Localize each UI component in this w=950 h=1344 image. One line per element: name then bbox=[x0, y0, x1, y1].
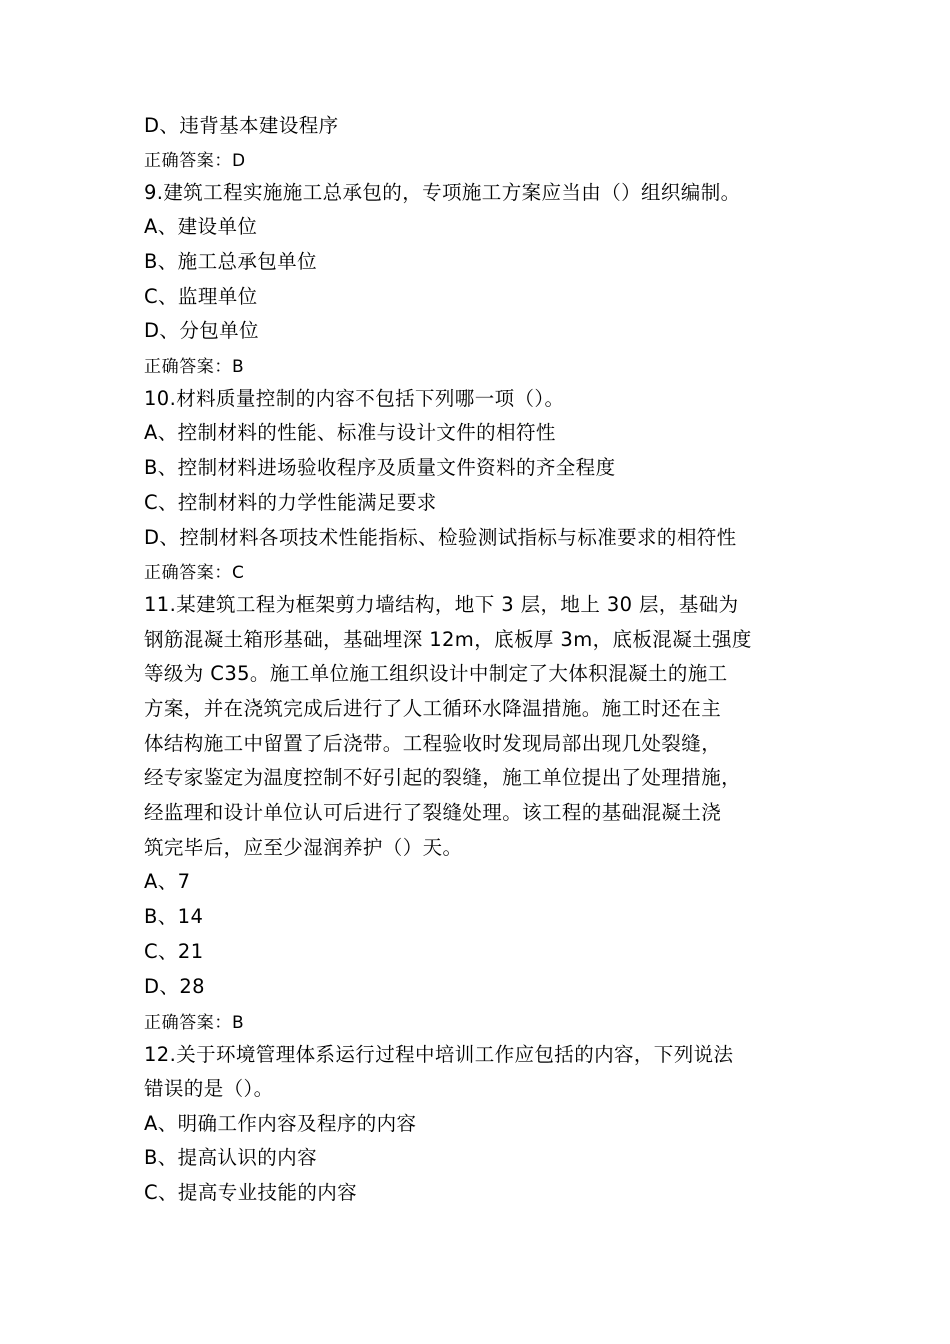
option-b-q12: B、提高认识的内容 bbox=[144, 1146, 317, 1169]
option-d-q9: D、分包单位 bbox=[144, 319, 259, 342]
question-11-line-7: 经监理和设计单位认可后进行了裂缝处理。该工程的基础混凝土浇 bbox=[144, 801, 722, 824]
option-b-q11: B、14 bbox=[144, 905, 204, 928]
option-a-q10: A、控制材料的性能、标准与设计文件的相符性 bbox=[144, 421, 556, 444]
question-11-line-2: 钢筋混凝土箱形基础，基础埋深 12m，底板厚 3m，底板混凝土强度 bbox=[144, 628, 752, 651]
question-11-line-8: 筑完毕后，应至少湿润养护（）天。 bbox=[144, 836, 463, 859]
option-c-q12: C、提高专业技能的内容 bbox=[144, 1181, 358, 1204]
question-11-line-6: 经专家鉴定为温度控制不好引起的裂缝，施工单位提出了处理措施， bbox=[144, 766, 742, 789]
option-a-q9: A、建设单位 bbox=[144, 215, 258, 238]
question-12-line-1: 12.关于环境管理体系运行过程中培训工作应包括的内容，下列说法 bbox=[144, 1043, 734, 1066]
option-c-q11: C、21 bbox=[144, 940, 204, 963]
question-11-line-1: 11.某建筑工程为框架剪力墙结构，地下 3 层，地上 30 层，基础为 bbox=[144, 593, 739, 616]
question-9: 9.建筑工程实施施工总承包的，专项施工方案应当由（）组织编制。 bbox=[144, 181, 741, 204]
option-c-q10: C、控制材料的力学性能满足要求 bbox=[144, 491, 437, 514]
option-a-q11: A、7 bbox=[144, 870, 191, 893]
question-11-line-4: 方案，并在浇筑完成后进行了人工循环水降温措施。施工时还在主 bbox=[144, 697, 722, 720]
question-11-line-3: 等级为 C35。施工单位施工组织设计中制定了大体积混凝土的施工 bbox=[144, 662, 728, 685]
answer-q10: 正确答案：C bbox=[144, 563, 245, 583]
option-b-q10: B、控制材料进场验收程序及质量文件资料的齐全程度 bbox=[144, 456, 616, 479]
answer-q11: 正确答案：B bbox=[144, 1013, 245, 1033]
option-a-q12: A、明确工作内容及程序的内容 bbox=[144, 1112, 417, 1135]
answer-q9: 正确答案：B bbox=[144, 357, 245, 377]
option-b-q9: B、施工总承包单位 bbox=[144, 250, 317, 273]
question-11-line-5: 体结构施工中留置了后浇带。工程验收时发现局部出现几处裂缝， bbox=[144, 732, 722, 755]
question-12-line-2: 错误的是（）。 bbox=[144, 1077, 274, 1100]
option-d-q10: D、控制材料各项技术性能指标、检验测试指标与标准要求的相符性 bbox=[144, 526, 737, 549]
option-d-q8: D、违背基本建设程序 bbox=[144, 114, 339, 137]
option-d-q11: D、28 bbox=[144, 975, 205, 998]
option-c-q9: C、监理单位 bbox=[144, 285, 258, 308]
question-10: 10.材料质量控制的内容不包括下列哪一项（）。 bbox=[144, 387, 565, 410]
answer-q8: 正确答案：D bbox=[144, 151, 246, 171]
